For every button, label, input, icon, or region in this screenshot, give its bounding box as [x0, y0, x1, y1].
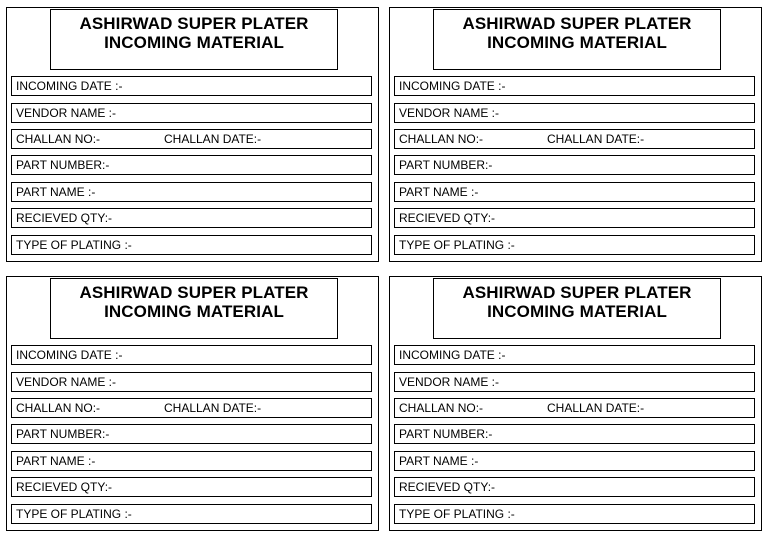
label-title-box — [433, 9, 721, 70]
part-number-field: PART NUMBER:- — [11, 424, 372, 444]
vendor-name-field: VENDOR NAME :- — [394, 103, 755, 123]
type-of-plating-field: TYPE OF PLATING :- — [11, 504, 372, 524]
incoming-date-field: INCOMING DATE :- — [394, 345, 755, 365]
incoming-material-label-4 — [389, 276, 762, 531]
incoming-material-label-3 — [6, 276, 379, 531]
type-of-plating-field: TYPE OF PLATING :- — [394, 504, 755, 524]
challan-no-field: CHALLAN NO:- — [16, 401, 101, 415]
challan-date-field: CHALLAN DATE:- — [547, 401, 645, 415]
part-number-field: PART NUMBER:- — [394, 155, 755, 175]
incoming-date-field: INCOMING DATE :- — [11, 76, 372, 96]
received-qty-field: RECIEVED QTY:- — [11, 477, 372, 497]
part-number-field: PART NUMBER:- — [394, 424, 755, 444]
part-name-field: PART NAME :- — [394, 182, 755, 202]
part-name-field: PART NAME :- — [11, 182, 372, 202]
incoming-material-label-2 — [389, 7, 762, 262]
incoming-date-field: INCOMING DATE :- — [394, 76, 755, 96]
challan-no-field: CHALLAN NO:- — [399, 132, 484, 146]
received-qty-field: RECIEVED QTY:- — [11, 208, 372, 228]
part-number-field: PART NUMBER:- — [11, 155, 372, 175]
company-name: ASHIRWAD SUPER PLATER — [79, 14, 309, 33]
part-name-field: PART NAME :- — [394, 451, 755, 471]
challan-no-field: CHALLAN NO:- — [399, 401, 484, 415]
company-name: ASHIRWAD SUPER PLATER — [462, 283, 692, 302]
received-qty-field: RECIEVED QTY:- — [394, 477, 755, 497]
vendor-name-field: VENDOR NAME :- — [394, 372, 755, 392]
type-of-plating-field: TYPE OF PLATING :- — [394, 235, 755, 255]
challan-date-field: CHALLAN DATE:- — [164, 132, 262, 146]
type-of-plating-field: TYPE OF PLATING :- — [11, 235, 372, 255]
challan-date-field: CHALLAN DATE:- — [547, 132, 645, 146]
incoming-material-label-1 — [6, 7, 379, 262]
company-name: ASHIRWAD SUPER PLATER — [79, 283, 309, 302]
incoming-date-field: INCOMING DATE :- — [11, 345, 372, 365]
received-qty-field: RECIEVED QTY:- — [394, 208, 755, 228]
challan-row — [11, 398, 372, 418]
challan-row — [394, 129, 755, 149]
label-heading: INCOMING MATERIAL — [487, 33, 667, 52]
part-name-field: PART NAME :- — [11, 451, 372, 471]
challan-row — [394, 398, 755, 418]
vendor-name-field: VENDOR NAME :- — [11, 103, 372, 123]
challan-row — [11, 129, 372, 149]
challan-no-field: CHALLAN NO:- — [16, 132, 101, 146]
label-heading: INCOMING MATERIAL — [487, 302, 667, 321]
label-heading: INCOMING MATERIAL — [104, 33, 284, 52]
vendor-name-field: VENDOR NAME :- — [11, 372, 372, 392]
label-heading: INCOMING MATERIAL — [104, 302, 284, 321]
challan-date-field: CHALLAN DATE:- — [164, 401, 262, 415]
label-title-box — [50, 278, 338, 339]
company-name: ASHIRWAD SUPER PLATER — [462, 14, 692, 33]
label-title-box — [433, 278, 721, 339]
label-title-box — [50, 9, 338, 70]
